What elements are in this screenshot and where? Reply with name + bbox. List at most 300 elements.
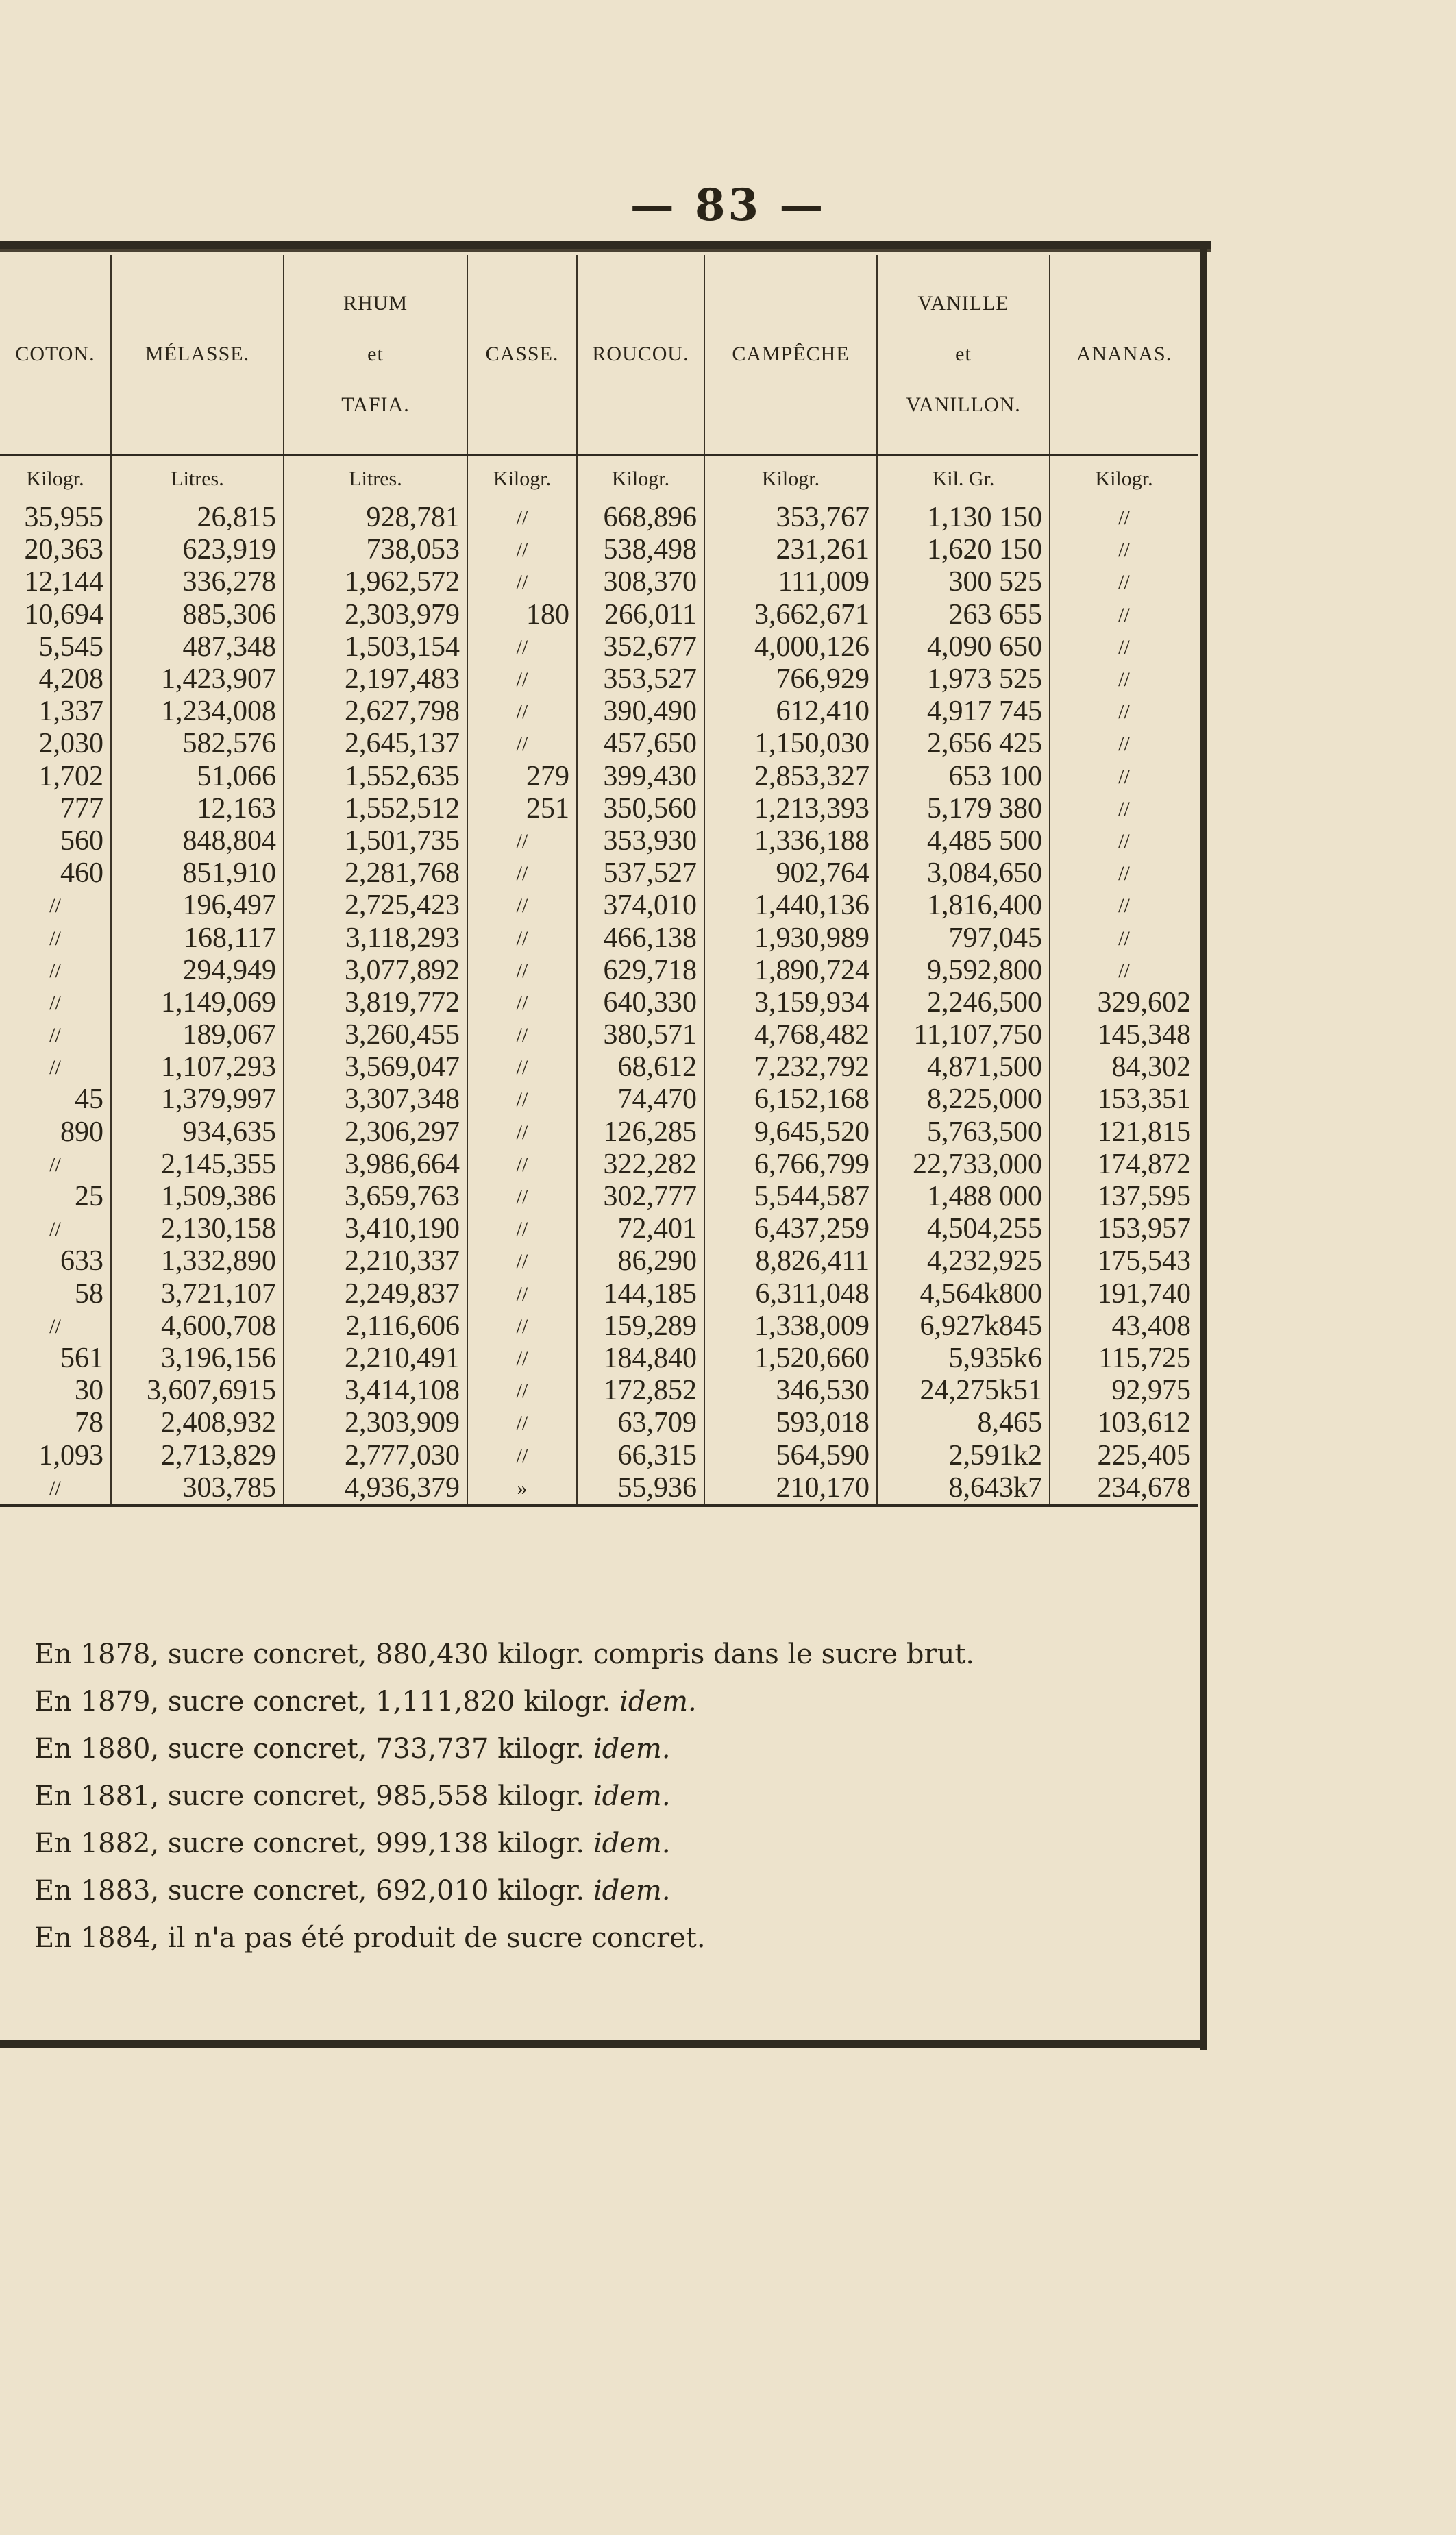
table-cell: 9,592,800	[877, 955, 1050, 987]
table-row	[0, 1278, 1198, 1310]
table-cell: 1,336,188	[704, 825, 877, 857]
table-cell: 3,569,047	[284, 1051, 467, 1083]
table-cell: 25	[0, 1181, 111, 1213]
table-row	[0, 1343, 1198, 1375]
column-header-line: VANILLON.	[906, 393, 1021, 416]
column-unit: Kilogr.	[467, 455, 577, 502]
footnote-idem: idem.	[593, 1875, 671, 1907]
table-cell: //	[1118, 894, 1130, 918]
column-header-line: TAFIA.	[341, 393, 410, 416]
table-cell: 26,815	[111, 502, 284, 534]
table-cell: 633	[0, 1245, 111, 1277]
column-header	[284, 255, 467, 455]
table-cell: 279	[467, 761, 577, 793]
table-cell: 84,302	[1111, 1051, 1191, 1083]
table-cell: 172,852	[577, 1375, 704, 1407]
table-cell: 4,600,708	[111, 1310, 284, 1343]
table-cell: 8,465	[877, 1407, 1050, 1439]
table-cell: 10,694	[0, 599, 111, 631]
table-cell: 457,650	[577, 728, 704, 760]
table-cell: 234,678	[1050, 1472, 1198, 1506]
table-cell: //	[467, 1019, 577, 1051]
table-cell: //	[1118, 797, 1130, 820]
table-cell: 353,930	[577, 825, 704, 857]
table-cell: //	[0, 1019, 111, 1051]
column-header-line: COTON.	[15, 343, 95, 365]
column-header	[111, 255, 284, 455]
table-cell: 353,767	[704, 502, 877, 534]
column-unit: Litres.	[284, 455, 467, 502]
table-cell: //	[467, 1149, 577, 1181]
table-cell: 35,955	[0, 502, 111, 534]
table-row	[0, 761, 1198, 793]
table-row	[0, 1472, 1198, 1506]
table-cell: 3,659,763	[284, 1181, 467, 1213]
column-unit: Kilogr.	[577, 455, 704, 502]
table-cell: //	[1118, 635, 1130, 659]
table-cell: 612,410	[704, 696, 877, 728]
table-cell: 111,009	[704, 566, 877, 598]
table-cell: 1,332,890	[111, 1245, 284, 1277]
table-cell: //	[1118, 700, 1130, 724]
table-cell: 58	[0, 1278, 111, 1310]
table-cell: 653 100	[877, 761, 1050, 793]
footnote-line	[34, 1915, 1185, 1962]
table-cell: 538,498	[577, 534, 704, 566]
table-row	[0, 502, 1198, 534]
table-cell: 4,485 500	[877, 825, 1050, 857]
footnote-idem: idem.	[593, 1780, 671, 1812]
table-cell: 1,962,572	[284, 566, 467, 598]
table-cell: //	[467, 1439, 577, 1471]
footnote-line	[34, 1773, 1185, 1820]
table-cell: //	[1118, 539, 1130, 562]
table-cell: 3,084,650	[877, 857, 1050, 890]
table-cell: //	[467, 696, 577, 728]
table-cell: 1,379,997	[111, 1083, 284, 1116]
table-cell: 560	[0, 825, 111, 857]
table-cell: 2,130,158	[111, 1213, 284, 1245]
table-cell: //	[1118, 603, 1130, 626]
table-cell: 3,260,455	[284, 1019, 467, 1051]
table-cell: //	[0, 1149, 111, 1181]
table-cell: //	[1118, 571, 1130, 594]
table-cell: //	[467, 502, 577, 534]
table-cell: 3,410,190	[284, 1213, 467, 1245]
table-cell: //	[0, 1051, 111, 1083]
table-cell: 2,030	[0, 728, 111, 760]
table-cell: 350,560	[577, 793, 704, 825]
table-cell: 45	[0, 1083, 111, 1116]
table-cell: 1,816,400	[877, 890, 1050, 922]
table-cell: //	[467, 1310, 577, 1343]
table-cell: //	[467, 534, 577, 566]
table-cell: 121,815	[1097, 1116, 1191, 1148]
table-cell: //	[467, 955, 577, 987]
table-row	[0, 599, 1198, 631]
table-cell: //	[467, 1343, 577, 1375]
column-header	[467, 255, 577, 455]
table-row	[0, 825, 1198, 857]
table-cell: 4,504,255	[877, 1213, 1050, 1245]
table-cell: 78	[0, 1407, 111, 1439]
page-right-rule	[1200, 241, 1207, 2050]
table-cell: 11,107,750	[877, 1019, 1050, 1051]
table-cell: //	[1118, 733, 1130, 756]
footnote-idem: idem.	[593, 1733, 671, 1765]
table-cell: 460	[0, 857, 111, 890]
table-cell: 1,149,069	[111, 987, 284, 1019]
table-cell: 68,612	[577, 1051, 704, 1083]
table-header-row	[0, 255, 1198, 455]
table-cell: 1,552,635	[284, 761, 467, 793]
table-cell: 137,595	[1097, 1181, 1191, 1213]
table-cell: //	[467, 1181, 577, 1213]
footnote-text: En 1878, sucre concret, 880,430 kilogr. compris dans le sucre brut.	[34, 1639, 975, 1670]
table-cell: 210,170	[704, 1472, 877, 1506]
table-cell: 2,145,355	[111, 1149, 284, 1181]
table-cell: 352,677	[577, 631, 704, 663]
table-cell: //	[467, 1083, 577, 1116]
table-row	[0, 663, 1198, 696]
table-row	[0, 1019, 1198, 1051]
table-cell: //	[467, 890, 577, 922]
table-cell: 115,725	[1098, 1342, 1191, 1374]
table-cell: 329,602	[1097, 986, 1191, 1018]
table-cell: 6,927k845	[877, 1310, 1050, 1343]
table-cell: 1,338,009	[704, 1310, 877, 1343]
table-cell: 8,643k7	[877, 1472, 1050, 1506]
table-cell: 766,929	[704, 663, 877, 696]
table-cell: //	[0, 987, 111, 1019]
table-cell: 2,303,909	[284, 1407, 467, 1439]
table-cell: 564,590	[704, 1439, 877, 1471]
table-cell: 3,721,107	[111, 1278, 284, 1310]
table-cell: 4,208	[0, 663, 111, 696]
table-cell: 346,530	[704, 1375, 877, 1407]
table-cell: 1,620 150	[877, 534, 1050, 566]
table-cell: //	[0, 1213, 111, 1245]
statistics-table	[0, 255, 1198, 1507]
table-cell: 2,210,337	[284, 1245, 467, 1277]
table-cell: 1,488 000	[877, 1181, 1050, 1213]
table-cell: 2,303,979	[284, 599, 467, 631]
table-cell: 144,185	[577, 1278, 704, 1310]
table-cell: 3,077,892	[284, 955, 467, 987]
table-cell: //	[467, 987, 577, 1019]
column-unit: Litres.	[111, 455, 284, 502]
table-row	[0, 922, 1198, 954]
table-cell: 2,281,768	[284, 857, 467, 890]
column-header-line: VANILLE	[917, 292, 1009, 315]
table-cell: //	[1118, 829, 1130, 853]
footnotes	[34, 1631, 1185, 1962]
footnote-idem: idem.	[593, 1828, 671, 1859]
table-cell: 399,430	[577, 761, 704, 793]
table-cell: 2,656 425	[877, 728, 1050, 760]
table-cell: 1,440,136	[704, 890, 877, 922]
table-cell: 1,423,907	[111, 663, 284, 696]
table-cell: 302,777	[577, 1181, 704, 1213]
table-cell: 43,408	[1111, 1310, 1191, 1342]
table-cell: 2,197,483	[284, 663, 467, 696]
table-cell: 738,053	[284, 534, 467, 566]
table-cell: //	[0, 890, 111, 922]
table-cell: //	[467, 631, 577, 663]
column-unit: Kilogr.	[704, 455, 877, 502]
table-cell: 1,973 525	[877, 663, 1050, 696]
table-row	[0, 696, 1198, 728]
footnote-line	[34, 1820, 1185, 1867]
table-cell: 1,337	[0, 696, 111, 728]
table-cell: 2,116,606	[284, 1310, 467, 1343]
table-cell: 30	[0, 1375, 111, 1407]
table-cell: 2,306,297	[284, 1116, 467, 1149]
table-cell: 336,278	[111, 566, 284, 598]
table-cell: 174,872	[1097, 1148, 1191, 1180]
column-header	[577, 255, 704, 455]
table-cell: 3,607,6915	[111, 1375, 284, 1407]
column-header	[1050, 255, 1198, 455]
table-cell: //	[0, 955, 111, 987]
table-cell: 1,150,030	[704, 728, 877, 760]
table-cell: 103,612	[1097, 1407, 1191, 1439]
table-cell: 934,635	[111, 1116, 284, 1149]
table-cell: 303,785	[111, 1472, 284, 1506]
table-cell: //	[467, 1375, 577, 1407]
table-row	[0, 566, 1198, 598]
table-cell: 797,045	[877, 922, 1050, 954]
table-cell: //	[467, 1116, 577, 1149]
table-cell: 308,370	[577, 566, 704, 598]
table-cell: 629,718	[577, 955, 704, 987]
table-cell: 6,766,799	[704, 1149, 877, 1181]
column-header	[704, 255, 877, 455]
table-cell: //	[1118, 506, 1130, 530]
table-cell: 12,163	[111, 793, 284, 825]
table-row	[0, 631, 1198, 663]
table-cell: 1,093	[0, 1439, 111, 1471]
table-cell: 593,018	[704, 1407, 877, 1439]
table-cell: //	[467, 1051, 577, 1083]
table-cell: 1,234,008	[111, 696, 284, 728]
column-header-line: RHUM	[343, 292, 408, 315]
table-cell: 1,503,154	[284, 631, 467, 663]
table-cell: //	[467, 663, 577, 696]
table-row	[0, 1116, 1198, 1149]
table-cell: 5,544,587	[704, 1181, 877, 1213]
footnote-idem: idem.	[619, 1686, 697, 1717]
column-header-line: et	[955, 343, 972, 365]
table-cell: 623,919	[111, 534, 284, 566]
table-cell: 1,130 150	[877, 502, 1050, 534]
table-cell: 266,011	[577, 599, 704, 631]
table-cell: 4,768,482	[704, 1019, 877, 1051]
table-cell: 668,896	[577, 502, 704, 534]
table-row	[0, 890, 1198, 922]
table-cell: 487,348	[111, 631, 284, 663]
table-cell: //	[1118, 668, 1130, 691]
table-cell: 3,159,934	[704, 987, 877, 1019]
footnote-text: En 1883, sucre concret, 692,010 kilogr.	[34, 1875, 593, 1907]
table-cell: 6,311,048	[704, 1278, 877, 1310]
table-cell: 3,819,772	[284, 987, 467, 1019]
table-cell: 353,527	[577, 663, 704, 696]
table-cell: 777	[0, 793, 111, 825]
table-cell: 180	[467, 599, 577, 631]
table-cell: 2,853,327	[704, 761, 877, 793]
table-row	[0, 1375, 1198, 1407]
column-header-line: CASSE.	[485, 343, 559, 365]
table-cell: 4,000,126	[704, 631, 877, 663]
table-cell: 5,179 380	[877, 793, 1050, 825]
table-cell: 1,552,512	[284, 793, 467, 825]
table-cell: 561	[0, 1343, 111, 1375]
table-cell: 2,713,829	[111, 1439, 284, 1471]
table-row	[0, 1149, 1198, 1181]
table-cell: 8,225,000	[877, 1083, 1050, 1116]
table-cell: 126,285	[577, 1116, 704, 1149]
table-cell: 582,576	[111, 728, 284, 760]
column-unit: Kilogr.	[1095, 467, 1153, 490]
table-cell: 191,740	[1097, 1277, 1191, 1310]
table-top-rule	[0, 241, 1211, 252]
table-cell: 196,497	[111, 890, 284, 922]
table-cell: 1,890,724	[704, 955, 877, 987]
table-cell: 3,196,156	[111, 1343, 284, 1375]
table-cell: 9,645,520	[704, 1116, 877, 1149]
page-bottom-rule	[0, 2040, 1207, 2048]
table-cell: 153,351	[1097, 1083, 1191, 1116]
table-row	[0, 1245, 1198, 1277]
table-cell: 851,910	[111, 857, 284, 890]
table-cell: //	[0, 1310, 111, 1343]
table-cell: 8,826,411	[704, 1245, 877, 1277]
table-unit-row	[0, 455, 1198, 502]
table-cell: //	[1118, 765, 1130, 788]
table-cell: 2,645,137	[284, 728, 467, 760]
table-cell: »	[467, 1472, 577, 1506]
table-cell: //	[467, 857, 577, 890]
table-cell: 1,520,660	[704, 1343, 877, 1375]
table-row	[0, 1083, 1198, 1116]
table-cell: 294,949	[111, 955, 284, 987]
table-cell: //	[467, 1407, 577, 1439]
table-cell: 1,501,735	[284, 825, 467, 857]
table-cell: 5,935k6	[877, 1343, 1050, 1375]
table-cell: 5,545	[0, 631, 111, 663]
table-row	[0, 1310, 1198, 1343]
table-cell: 2,627,798	[284, 696, 467, 728]
table-cell: 380,571	[577, 1019, 704, 1051]
table-cell: 86,290	[577, 1245, 704, 1277]
table-cell: //	[467, 1278, 577, 1310]
table-cell: 184,840	[577, 1343, 704, 1375]
column-header-line: ANANAS.	[1076, 343, 1172, 365]
table-cell: 74,470	[577, 1083, 704, 1116]
table-cell: 251	[467, 793, 577, 825]
column-header-line: CAMPÊCHE	[732, 343, 850, 365]
table-cell: 231,261	[704, 534, 877, 566]
table-cell: 145,348	[1097, 1019, 1191, 1051]
table-cell: //	[467, 1245, 577, 1277]
table-cell: //	[1118, 862, 1130, 885]
table-cell: 1,930,989	[704, 922, 877, 954]
table-cell: 2,210,491	[284, 1343, 467, 1375]
table-row	[0, 1439, 1198, 1471]
table-row	[0, 857, 1198, 890]
table-cell: 374,010	[577, 890, 704, 922]
table-cell: //	[467, 922, 577, 954]
table-cell: //	[1118, 959, 1130, 982]
table-cell: 3,118,293	[284, 922, 467, 954]
table-cell: 537,527	[577, 857, 704, 890]
table-cell: 7,232,792	[704, 1051, 877, 1083]
table-cell: 168,117	[111, 922, 284, 954]
footnote-text: En 1882, sucre concret, 999,138 kilogr.	[34, 1828, 593, 1859]
table-cell: 3,414,108	[284, 1375, 467, 1407]
footnote-line	[34, 1678, 1185, 1726]
table-cell: 322,282	[577, 1149, 704, 1181]
column-header-line: MÉLASSE.	[145, 343, 250, 365]
table-cell: 51,066	[111, 761, 284, 793]
table-cell: 2,591k2	[877, 1439, 1050, 1471]
table-cell: 263 655	[877, 599, 1050, 631]
table-cell: 466,138	[577, 922, 704, 954]
footnote-line	[34, 1631, 1185, 1678]
table-row	[0, 1407, 1198, 1439]
table-cell: 4,917 745	[877, 696, 1050, 728]
table-cell: 24,275k51	[877, 1375, 1050, 1407]
table-cell: 159,289	[577, 1310, 704, 1343]
table-cell: 4,871,500	[877, 1051, 1050, 1083]
footnote-text: En 1881, sucre concret, 985,558 kilogr.	[34, 1780, 593, 1812]
table-cell: 4,936,379	[284, 1472, 467, 1506]
table-cell: 3,307,348	[284, 1083, 467, 1116]
table-row	[0, 1051, 1198, 1083]
table-cell: 153,957	[1097, 1213, 1191, 1245]
table-cell: 2,249,837	[284, 1278, 467, 1310]
table-cell: 2,777,030	[284, 1439, 467, 1471]
table-cell: 6,437,259	[704, 1213, 877, 1245]
table-cell: 225,405	[1097, 1439, 1191, 1471]
table-row	[0, 793, 1198, 825]
footnote-line	[34, 1726, 1185, 1773]
table-body	[0, 502, 1198, 1506]
table-cell: 1,509,386	[111, 1181, 284, 1213]
table-cell: 22,733,000	[877, 1149, 1050, 1181]
table-row	[0, 955, 1198, 987]
page-number: — 83 —	[630, 180, 826, 231]
table-cell: 72,401	[577, 1213, 704, 1245]
table-row	[0, 1213, 1198, 1245]
table-cell: 890	[0, 1116, 111, 1149]
table-cell: 4,232,925	[877, 1245, 1050, 1277]
table-cell: 189,067	[111, 1019, 284, 1051]
footnote-text: En 1880, sucre concret, 733,737 kilogr.	[34, 1733, 593, 1765]
table-cell: 902,764	[704, 857, 877, 890]
table-cell: 390,490	[577, 696, 704, 728]
table-cell: 6,152,168	[704, 1083, 877, 1116]
column-unit: Kilogr.	[0, 455, 111, 502]
table-cell: //	[0, 1472, 111, 1506]
table-cell: 92,975	[1111, 1375, 1191, 1407]
table-cell: //	[467, 566, 577, 598]
column-header-line: et	[367, 343, 384, 365]
table-cell: //	[467, 1213, 577, 1245]
footnote-text: En 1884, il n'a pas été produit de sucre concret.	[34, 1922, 706, 1954]
table-cell: 55,936	[577, 1472, 704, 1506]
